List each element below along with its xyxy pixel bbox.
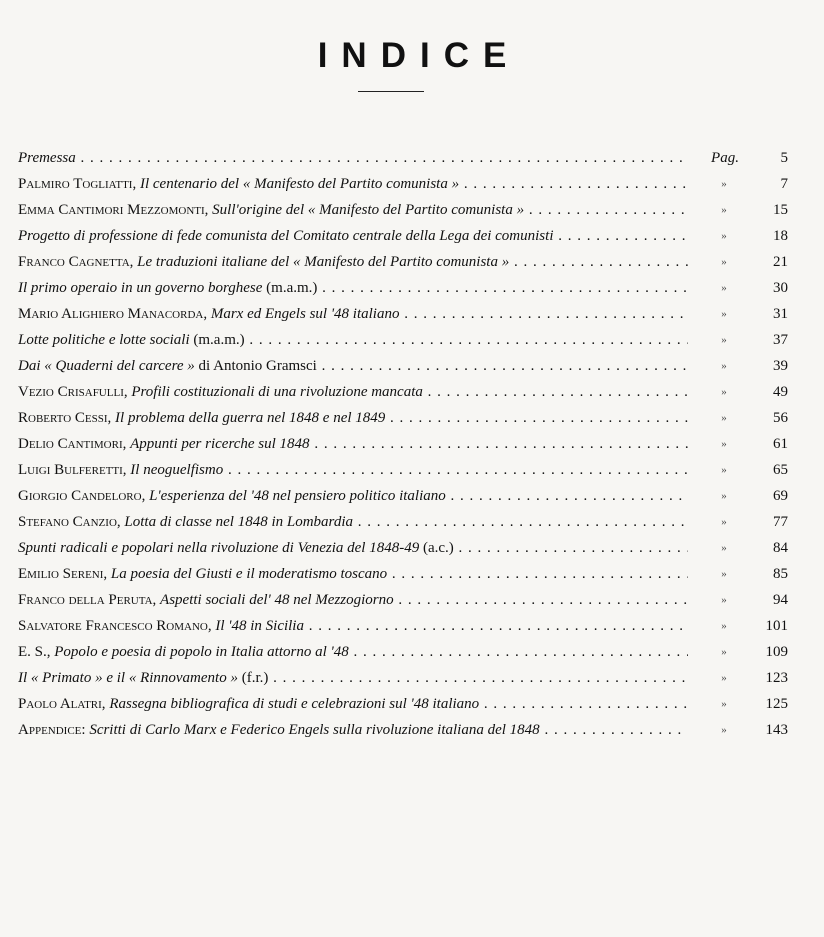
entry-page-number: 21 <box>773 254 788 270</box>
entry-page-number: 123 <box>765 670 788 686</box>
toc-entry <box>18 535 788 561</box>
toc-entry-text <box>18 587 688 613</box>
toc-entry <box>18 301 788 327</box>
title-underline <box>358 91 424 92</box>
ditto-mark: » <box>721 490 727 502</box>
entry-page-number: 15 <box>773 202 788 218</box>
ditto-mark: » <box>721 360 727 372</box>
toc-entry <box>18 249 788 275</box>
toc-entry <box>18 691 788 717</box>
toc-entry <box>18 457 788 483</box>
entry-title: Popolo e poesia di popolo in Italia attorno al '48 <box>54 644 349 660</box>
toc-entry <box>18 613 788 639</box>
page-label: Pag. <box>711 150 739 166</box>
entry-title: L'esperienza del '48 nel pensiero politico italiano <box>149 488 446 504</box>
toc-entry <box>18 717 788 743</box>
entry-title: Dai « Quaderni del carcere » <box>18 358 195 374</box>
entry-page-number: 5 <box>780 150 788 166</box>
toc-entry <box>18 509 788 535</box>
entry-title: Premessa <box>18 150 76 166</box>
toc-entry-text <box>18 353 688 379</box>
toc-entry <box>18 327 788 353</box>
entry-page-number: 18 <box>773 228 788 244</box>
ditto-mark: » <box>721 620 727 632</box>
toc-entry <box>18 665 788 691</box>
entry-author: Giorgio Candeloro, <box>18 488 146 504</box>
entry-page-number: 77 <box>773 514 788 530</box>
toc-entry-text <box>18 457 688 483</box>
entry-page-number: 56 <box>773 410 788 426</box>
entry-title: Il '48 in Sicilia <box>215 618 304 634</box>
ditto-mark: » <box>721 334 727 346</box>
ditto-mark: » <box>721 724 727 736</box>
entry-author: Franco della Peruta, <box>18 592 157 608</box>
ditto-mark: » <box>721 464 727 476</box>
entry-title: Il « Primato » e il « Rinnovamento » <box>18 670 238 686</box>
toc-entry-text <box>18 639 688 665</box>
entry-title: Scritti di Carlo Marx e Federico Engels sulla rivoluzione italiana del 1848 <box>89 722 540 738</box>
toc-entry <box>18 275 788 301</box>
toc-entry-text <box>18 717 688 743</box>
entry-note: (a.c.) <box>422 540 454 556</box>
entry-title: Lotte politiche e lotte sociali <box>18 332 190 348</box>
entry-page-number: 143 <box>765 722 788 738</box>
page-title: INDICE <box>317 36 521 75</box>
entry-note: (m.a.m.) <box>266 280 318 296</box>
entry-title: Profili costituzionali di una rivoluzione mancata <box>131 384 423 400</box>
entry-author: Palmiro Togliatti, <box>18 176 137 192</box>
entry-page-number: 61 <box>773 436 788 452</box>
entry-author: Paolo Alatri, <box>18 696 106 712</box>
entry-title: Il neoguelfismo <box>130 462 224 478</box>
toc-entry-text <box>18 275 688 301</box>
ditto-mark: » <box>721 594 727 606</box>
entry-page-number: 65 <box>773 462 788 478</box>
entry-page-number: 37 <box>773 332 788 348</box>
entry-title: Il primo operaio in un governo borghese <box>18 280 263 296</box>
toc-entry-text <box>18 613 688 639</box>
entry-author: Roberto Cessi, <box>18 410 112 426</box>
entry-author: Vezio Crisafulli, <box>18 384 128 400</box>
toc-entry-text <box>18 561 688 587</box>
entry-title: Le traduzioni italiane del « Manifesto del Partito comunista » <box>137 254 510 270</box>
entry-note: di Antonio Gramsci <box>198 358 317 374</box>
entry-author: E. S., <box>18 644 51 660</box>
entry-page-number: 109 <box>765 644 788 660</box>
entry-page-number: 101 <box>765 618 788 634</box>
ditto-mark: » <box>721 698 727 710</box>
toc-entry-text <box>18 665 688 691</box>
ditto-mark: » <box>721 516 727 528</box>
toc-entry <box>18 145 788 171</box>
entry-page-number: 39 <box>773 358 788 374</box>
entry-page-number: 69 <box>773 488 788 504</box>
ditto-mark: » <box>721 672 727 684</box>
entry-title: Il centenario del « Manifesto del Partito comunista » <box>139 176 460 192</box>
toc-entry-text <box>18 379 688 405</box>
entry-author: Salvatore Francesco Romano, <box>18 618 212 634</box>
toc-entry <box>18 171 788 197</box>
toc-entry-text <box>18 249 688 275</box>
entry-note: (f.r.) <box>241 670 269 686</box>
entry-author: Emilio Sereni, <box>18 566 108 582</box>
entry-title: Progetto di professione di fede comunista del Comitato centrale della Lega dei comunisti <box>18 228 554 244</box>
entry-author: Mario Alighiero Manacorda, <box>18 306 208 322</box>
entry-author: Franco Cagnetta, <box>18 254 134 270</box>
entry-page-number: 7 <box>780 176 788 192</box>
ditto-mark: » <box>721 412 727 424</box>
entry-title: Appunti per ricerche sul 1848 <box>130 436 310 452</box>
entry-note: (m.a.m.) <box>193 332 245 348</box>
entry-page-number: 125 <box>765 696 788 712</box>
table-of-contents <box>18 145 788 743</box>
entry-title: Marx ed Engels sul '48 italiano <box>210 306 400 322</box>
entry-author: Luigi Bulferetti, <box>18 462 127 478</box>
ditto-mark: » <box>721 178 727 190</box>
toc-entry <box>18 587 788 613</box>
toc-entry <box>18 561 788 587</box>
entry-title: Il problema della guerra nel 1848 e nel 1849 <box>115 410 386 426</box>
entry-title: Aspetti sociali del' 48 nel Mezzogiorno <box>160 592 394 608</box>
toc-entry-text <box>18 483 688 509</box>
entry-title: Lotta di classe nel 1848 in Lombardia <box>124 514 354 530</box>
entry-author: Emma Cantimori Mezzomonti, <box>18 202 209 218</box>
ditto-mark: » <box>721 438 727 450</box>
ditto-mark: » <box>721 646 727 658</box>
toc-entry <box>18 379 788 405</box>
entry-page-number: 85 <box>773 566 788 582</box>
ditto-mark: » <box>721 542 727 554</box>
toc-entry-text <box>18 301 688 327</box>
entry-author: Appendice: <box>18 722 86 738</box>
entry-title: Spunti radicali e popolari nella rivoluzione di Venezia del 1848-49 <box>18 540 420 556</box>
toc-entry <box>18 405 788 431</box>
toc-entry <box>18 431 788 457</box>
toc-entry-text <box>18 509 688 535</box>
toc-entry-text <box>18 223 688 249</box>
entry-page-number: 49 <box>773 384 788 400</box>
entry-title: Sull'origine del « Manifesto del Partito comunista » <box>212 202 525 218</box>
toc-entry-text <box>18 535 688 561</box>
ditto-mark: » <box>721 282 727 294</box>
entry-title: Rassegna bibliografica di studi e celebrazioni sul '48 italiano <box>109 696 480 712</box>
toc-entry <box>18 197 788 223</box>
ditto-mark: » <box>721 256 727 268</box>
entry-page-number: 30 <box>773 280 788 296</box>
toc-entry-text <box>18 171 688 197</box>
ditto-mark: » <box>721 568 727 580</box>
entry-author: Stefano Canzio, <box>18 514 121 530</box>
toc-entry-text <box>18 405 688 431</box>
entry-author: Delio Cantimori, <box>18 436 127 452</box>
toc-entry-text <box>18 431 688 457</box>
ditto-mark: » <box>721 230 727 242</box>
toc-entry <box>18 353 788 379</box>
ditto-mark: » <box>721 204 727 216</box>
ditto-mark: » <box>721 308 727 320</box>
toc-entry-text <box>18 197 688 223</box>
entry-page-number: 94 <box>773 592 788 608</box>
ditto-mark: » <box>721 386 727 398</box>
toc-entry-text <box>18 327 688 353</box>
toc-entry <box>18 223 788 249</box>
toc-entry-text <box>18 145 688 171</box>
entry-page-number: 31 <box>773 306 788 322</box>
toc-entry <box>18 483 788 509</box>
toc-entry-text <box>18 691 688 717</box>
entry-title: La poesia del Giusti e il moderatismo toscano <box>110 566 388 582</box>
entry-page-number: 84 <box>773 540 788 556</box>
toc-entry <box>18 639 788 665</box>
